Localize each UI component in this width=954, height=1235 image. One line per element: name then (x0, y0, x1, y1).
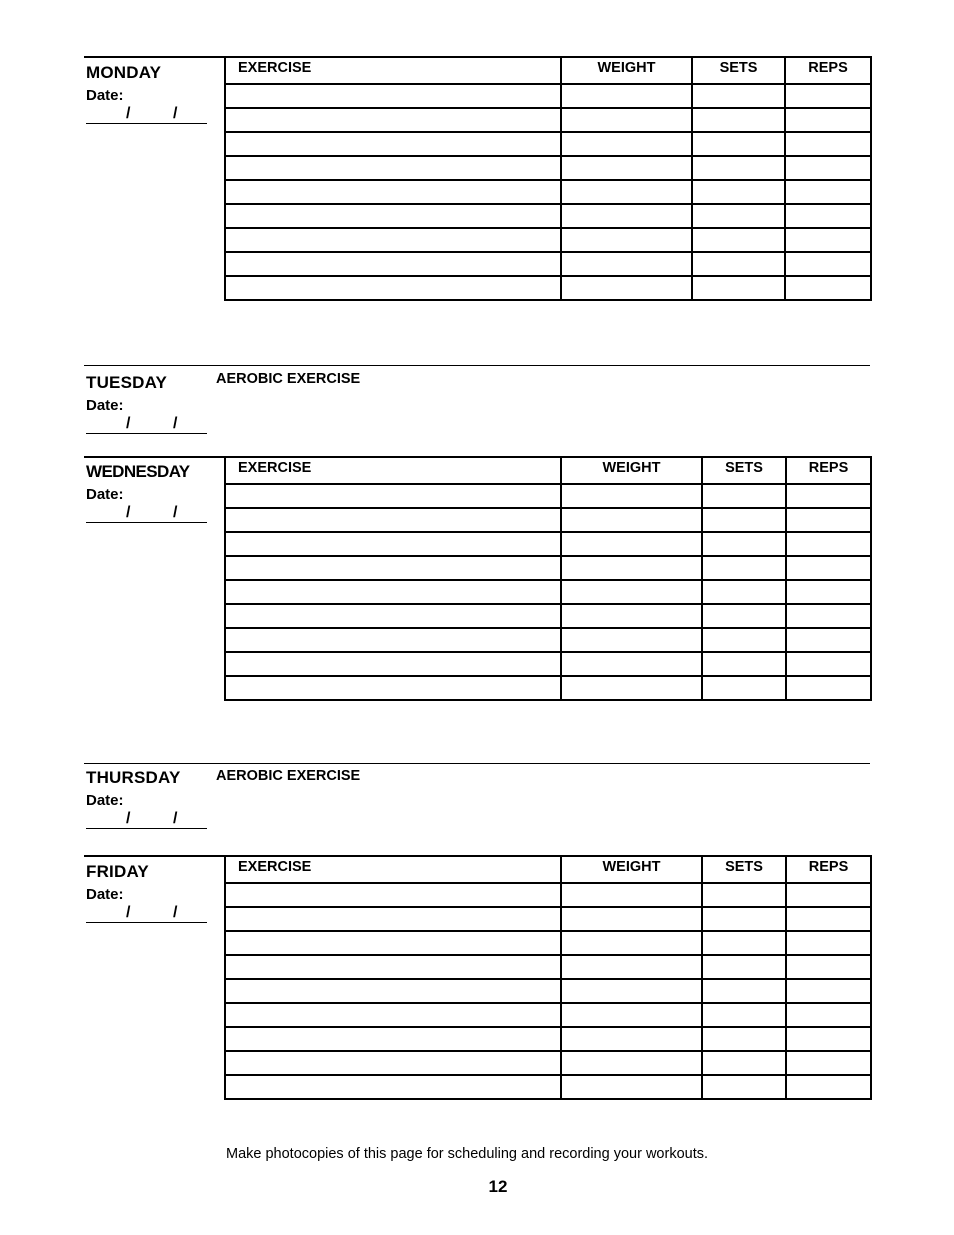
table-row (225, 907, 871, 931)
table-header-row (225, 855, 871, 883)
exercise-cell[interactable] (225, 108, 561, 132)
sets-cell[interactable] (702, 907, 786, 931)
monday-date-label: Date: (86, 87, 124, 104)
column-header-exercise: EXERCISE (225, 56, 561, 84)
tuesday-title: TUESDAY (86, 373, 168, 392)
exercise-cell[interactable] (225, 955, 561, 979)
wednesday-date-label: Date: (86, 486, 124, 503)
monday-title: MONDAY (86, 63, 162, 82)
exercise-cell[interactable] (225, 84, 561, 108)
table-row (225, 252, 871, 276)
table-header-row (225, 456, 871, 484)
friday-log-table (224, 855, 872, 1100)
table-row (225, 676, 871, 700)
exercise-cell[interactable] (225, 556, 561, 580)
reps-cell[interactable] (786, 580, 871, 604)
friday-date-label: Date: (86, 886, 124, 903)
sets-cell[interactable] (702, 883, 786, 907)
exercise-cell[interactable] (225, 156, 561, 180)
reps-cell[interactable] (785, 204, 871, 228)
weight-cell[interactable] (561, 204, 692, 228)
table-row (225, 580, 871, 604)
exercise-cell[interactable] (225, 532, 561, 556)
weight-cell[interactable] (561, 276, 692, 300)
sets-cell[interactable] (702, 676, 786, 700)
date-slash: / (126, 810, 131, 827)
sets-cell[interactable] (692, 132, 785, 156)
weight-cell[interactable] (561, 580, 702, 604)
reps-cell[interactable] (785, 228, 871, 252)
exercise-cell[interactable] (225, 508, 561, 532)
sets-cell[interactable] (702, 604, 786, 628)
reps-cell[interactable] (786, 652, 871, 676)
table-row (225, 156, 871, 180)
exercise-cell[interactable] (225, 628, 561, 652)
exercise-cell[interactable] (225, 180, 561, 204)
sets-cell[interactable] (702, 1027, 786, 1051)
weight-cell[interactable] (561, 484, 702, 508)
tuesday-header (86, 373, 211, 434)
exercise-cell[interactable] (225, 907, 561, 931)
sets-cell[interactable] (692, 108, 785, 132)
exercise-cell[interactable] (225, 1075, 561, 1099)
reps-cell[interactable] (785, 84, 871, 108)
date-slash: / (173, 810, 178, 827)
weight-cell[interactable] (561, 156, 692, 180)
reps-cell[interactable] (785, 108, 871, 132)
exercise-cell[interactable] (225, 132, 561, 156)
sets-cell[interactable] (702, 931, 786, 955)
column-header-exercise: EXERCISE (225, 855, 561, 883)
reps-cell[interactable] (786, 931, 871, 955)
weight-cell[interactable] (561, 228, 692, 252)
sets-cell[interactable] (692, 276, 785, 300)
sets-cell[interactable] (692, 156, 785, 180)
monday-header (86, 63, 211, 124)
column-header-weight: WEIGHT (561, 855, 702, 883)
reps-cell[interactable] (786, 532, 871, 556)
exercise-cell[interactable] (225, 252, 561, 276)
exercise-cell[interactable] (225, 652, 561, 676)
exercise-cell[interactable] (225, 228, 561, 252)
reps-cell[interactable] (786, 1075, 871, 1099)
table-row (225, 508, 871, 532)
exercise-cell[interactable] (225, 604, 561, 628)
table-row (225, 180, 871, 204)
monday-date-field[interactable] (86, 105, 207, 124)
wednesday-log-table (224, 456, 872, 701)
weight-cell[interactable] (561, 604, 702, 628)
weight-cell[interactable] (561, 508, 702, 532)
sets-cell[interactable] (692, 180, 785, 204)
weight-cell[interactable] (561, 1003, 702, 1027)
exercise-cell[interactable] (225, 1051, 561, 1075)
reps-cell[interactable] (786, 1027, 871, 1051)
sets-cell[interactable] (692, 228, 785, 252)
table-row (225, 204, 871, 228)
sets-cell[interactable] (702, 652, 786, 676)
table-row (225, 1051, 871, 1075)
exercise-cell[interactable] (225, 204, 561, 228)
reps-cell[interactable] (786, 556, 871, 580)
weight-cell[interactable] (561, 652, 702, 676)
reps-cell[interactable] (786, 883, 871, 907)
thursday-header (86, 768, 211, 829)
column-header-weight: WEIGHT (561, 456, 702, 484)
date-slash: / (173, 504, 178, 521)
thursday-title: THURSDAY (86, 768, 181, 787)
friday-title: FRIDAY (86, 862, 149, 881)
table-header-row (225, 56, 871, 84)
sets-cell[interactable] (702, 508, 786, 532)
date-slash: / (126, 504, 131, 521)
table-row (225, 1075, 871, 1099)
weight-cell[interactable] (561, 532, 702, 556)
column-header-weight: WEIGHT (561, 56, 692, 84)
reps-cell[interactable] (785, 252, 871, 276)
column-header-reps: REPS (786, 855, 871, 883)
reps-cell[interactable] (786, 484, 871, 508)
column-header-reps: REPS (786, 456, 871, 484)
friday-header (86, 862, 211, 923)
reps-cell[interactable] (785, 156, 871, 180)
table-row (225, 132, 871, 156)
thursday-date-field[interactable] (86, 810, 207, 829)
table-row (225, 228, 871, 252)
column-header-reps: REPS (785, 56, 871, 84)
sets-cell[interactable] (702, 484, 786, 508)
reps-cell[interactable] (786, 1051, 871, 1075)
exercise-cell[interactable] (225, 931, 561, 955)
exercise-cell[interactable] (225, 484, 561, 508)
reps-cell[interactable] (785, 276, 871, 300)
table-row (225, 276, 871, 300)
reps-cell[interactable] (786, 676, 871, 700)
sets-cell[interactable] (702, 556, 786, 580)
sets-cell[interactable] (692, 84, 785, 108)
table-row (225, 1003, 871, 1027)
tuesday-aerobic-label: AEROBIC EXERCISE (216, 371, 361, 387)
date-slash: / (173, 415, 178, 432)
wednesday-title: WEDNESDAY (86, 462, 190, 481)
thursday-separator (84, 763, 870, 764)
wednesday-header (86, 462, 211, 523)
date-slash: / (126, 415, 131, 432)
table-row (225, 532, 871, 556)
column-header-sets: SETS (692, 56, 785, 84)
sets-cell[interactable] (702, 580, 786, 604)
exercise-cell[interactable] (225, 1003, 561, 1027)
sets-cell[interactable] (702, 1075, 786, 1099)
weight-cell[interactable] (561, 883, 702, 907)
table-row (225, 484, 871, 508)
exercise-cell[interactable] (225, 979, 561, 1003)
sets-cell[interactable] (702, 979, 786, 1003)
table-row (225, 1027, 871, 1051)
reps-cell[interactable] (786, 907, 871, 931)
table-row (225, 931, 871, 955)
sets-cell[interactable] (702, 1051, 786, 1075)
sets-cell[interactable] (702, 628, 786, 652)
reps-cell[interactable] (785, 180, 871, 204)
tuesday-separator (84, 365, 870, 366)
exercise-cell[interactable] (225, 580, 561, 604)
reps-cell[interactable] (786, 508, 871, 532)
exercise-cell[interactable] (225, 676, 561, 700)
tuesday-date-label: Date: (86, 397, 124, 414)
table-row (225, 955, 871, 979)
table-row (225, 628, 871, 652)
column-header-sets: SETS (702, 855, 786, 883)
weight-cell[interactable] (561, 907, 702, 931)
weight-cell[interactable] (561, 108, 692, 132)
weight-cell[interactable] (561, 979, 702, 1003)
page-number: 12 (488, 1177, 508, 1196)
weight-cell[interactable] (561, 84, 692, 108)
sets-cell[interactable] (692, 252, 785, 276)
reps-cell[interactable] (786, 979, 871, 1003)
reps-cell[interactable] (786, 1003, 871, 1027)
sets-cell[interactable] (702, 532, 786, 556)
reps-cell[interactable] (786, 604, 871, 628)
reps-cell[interactable] (786, 955, 871, 979)
table-row (225, 979, 871, 1003)
column-header-sets: SETS (702, 456, 786, 484)
table-row (225, 652, 871, 676)
sets-cell[interactable] (702, 955, 786, 979)
date-slash: / (173, 105, 178, 122)
table-row (225, 84, 871, 108)
tuesday-date-field[interactable] (86, 415, 207, 434)
friday-date-field[interactable] (86, 904, 207, 923)
exercise-cell[interactable] (225, 883, 561, 907)
date-slash: / (173, 904, 178, 921)
column-header-exercise: EXERCISE (225, 456, 561, 484)
weight-cell[interactable] (561, 1051, 702, 1075)
table-row (225, 556, 871, 580)
table-row (225, 604, 871, 628)
weight-cell[interactable] (561, 676, 702, 700)
weight-cell[interactable] (561, 132, 692, 156)
table-row (225, 108, 871, 132)
weight-cell[interactable] (561, 931, 702, 955)
exercise-cell[interactable] (225, 1027, 561, 1051)
weight-cell[interactable] (561, 252, 692, 276)
exercise-cell[interactable] (225, 276, 561, 300)
date-slash: / (126, 105, 131, 122)
wednesday-date-field[interactable] (86, 504, 207, 523)
weight-cell[interactable] (561, 556, 702, 580)
weight-cell[interactable] (561, 180, 692, 204)
date-slash: / (126, 904, 131, 921)
sets-cell[interactable] (702, 1003, 786, 1027)
weight-cell[interactable] (561, 955, 702, 979)
monday-log-table (224, 56, 872, 301)
weight-cell[interactable] (561, 1027, 702, 1051)
photocopy-note: Make photocopies of this page for scheduling and recording your workouts. (226, 1146, 709, 1162)
reps-cell[interactable] (786, 628, 871, 652)
weight-cell[interactable] (561, 1075, 702, 1099)
thursday-date-label: Date: (86, 792, 124, 809)
weight-cell[interactable] (561, 628, 702, 652)
table-row (225, 883, 871, 907)
thursday-aerobic-label: AEROBIC EXERCISE (216, 768, 361, 784)
sets-cell[interactable] (692, 204, 785, 228)
reps-cell[interactable] (785, 132, 871, 156)
